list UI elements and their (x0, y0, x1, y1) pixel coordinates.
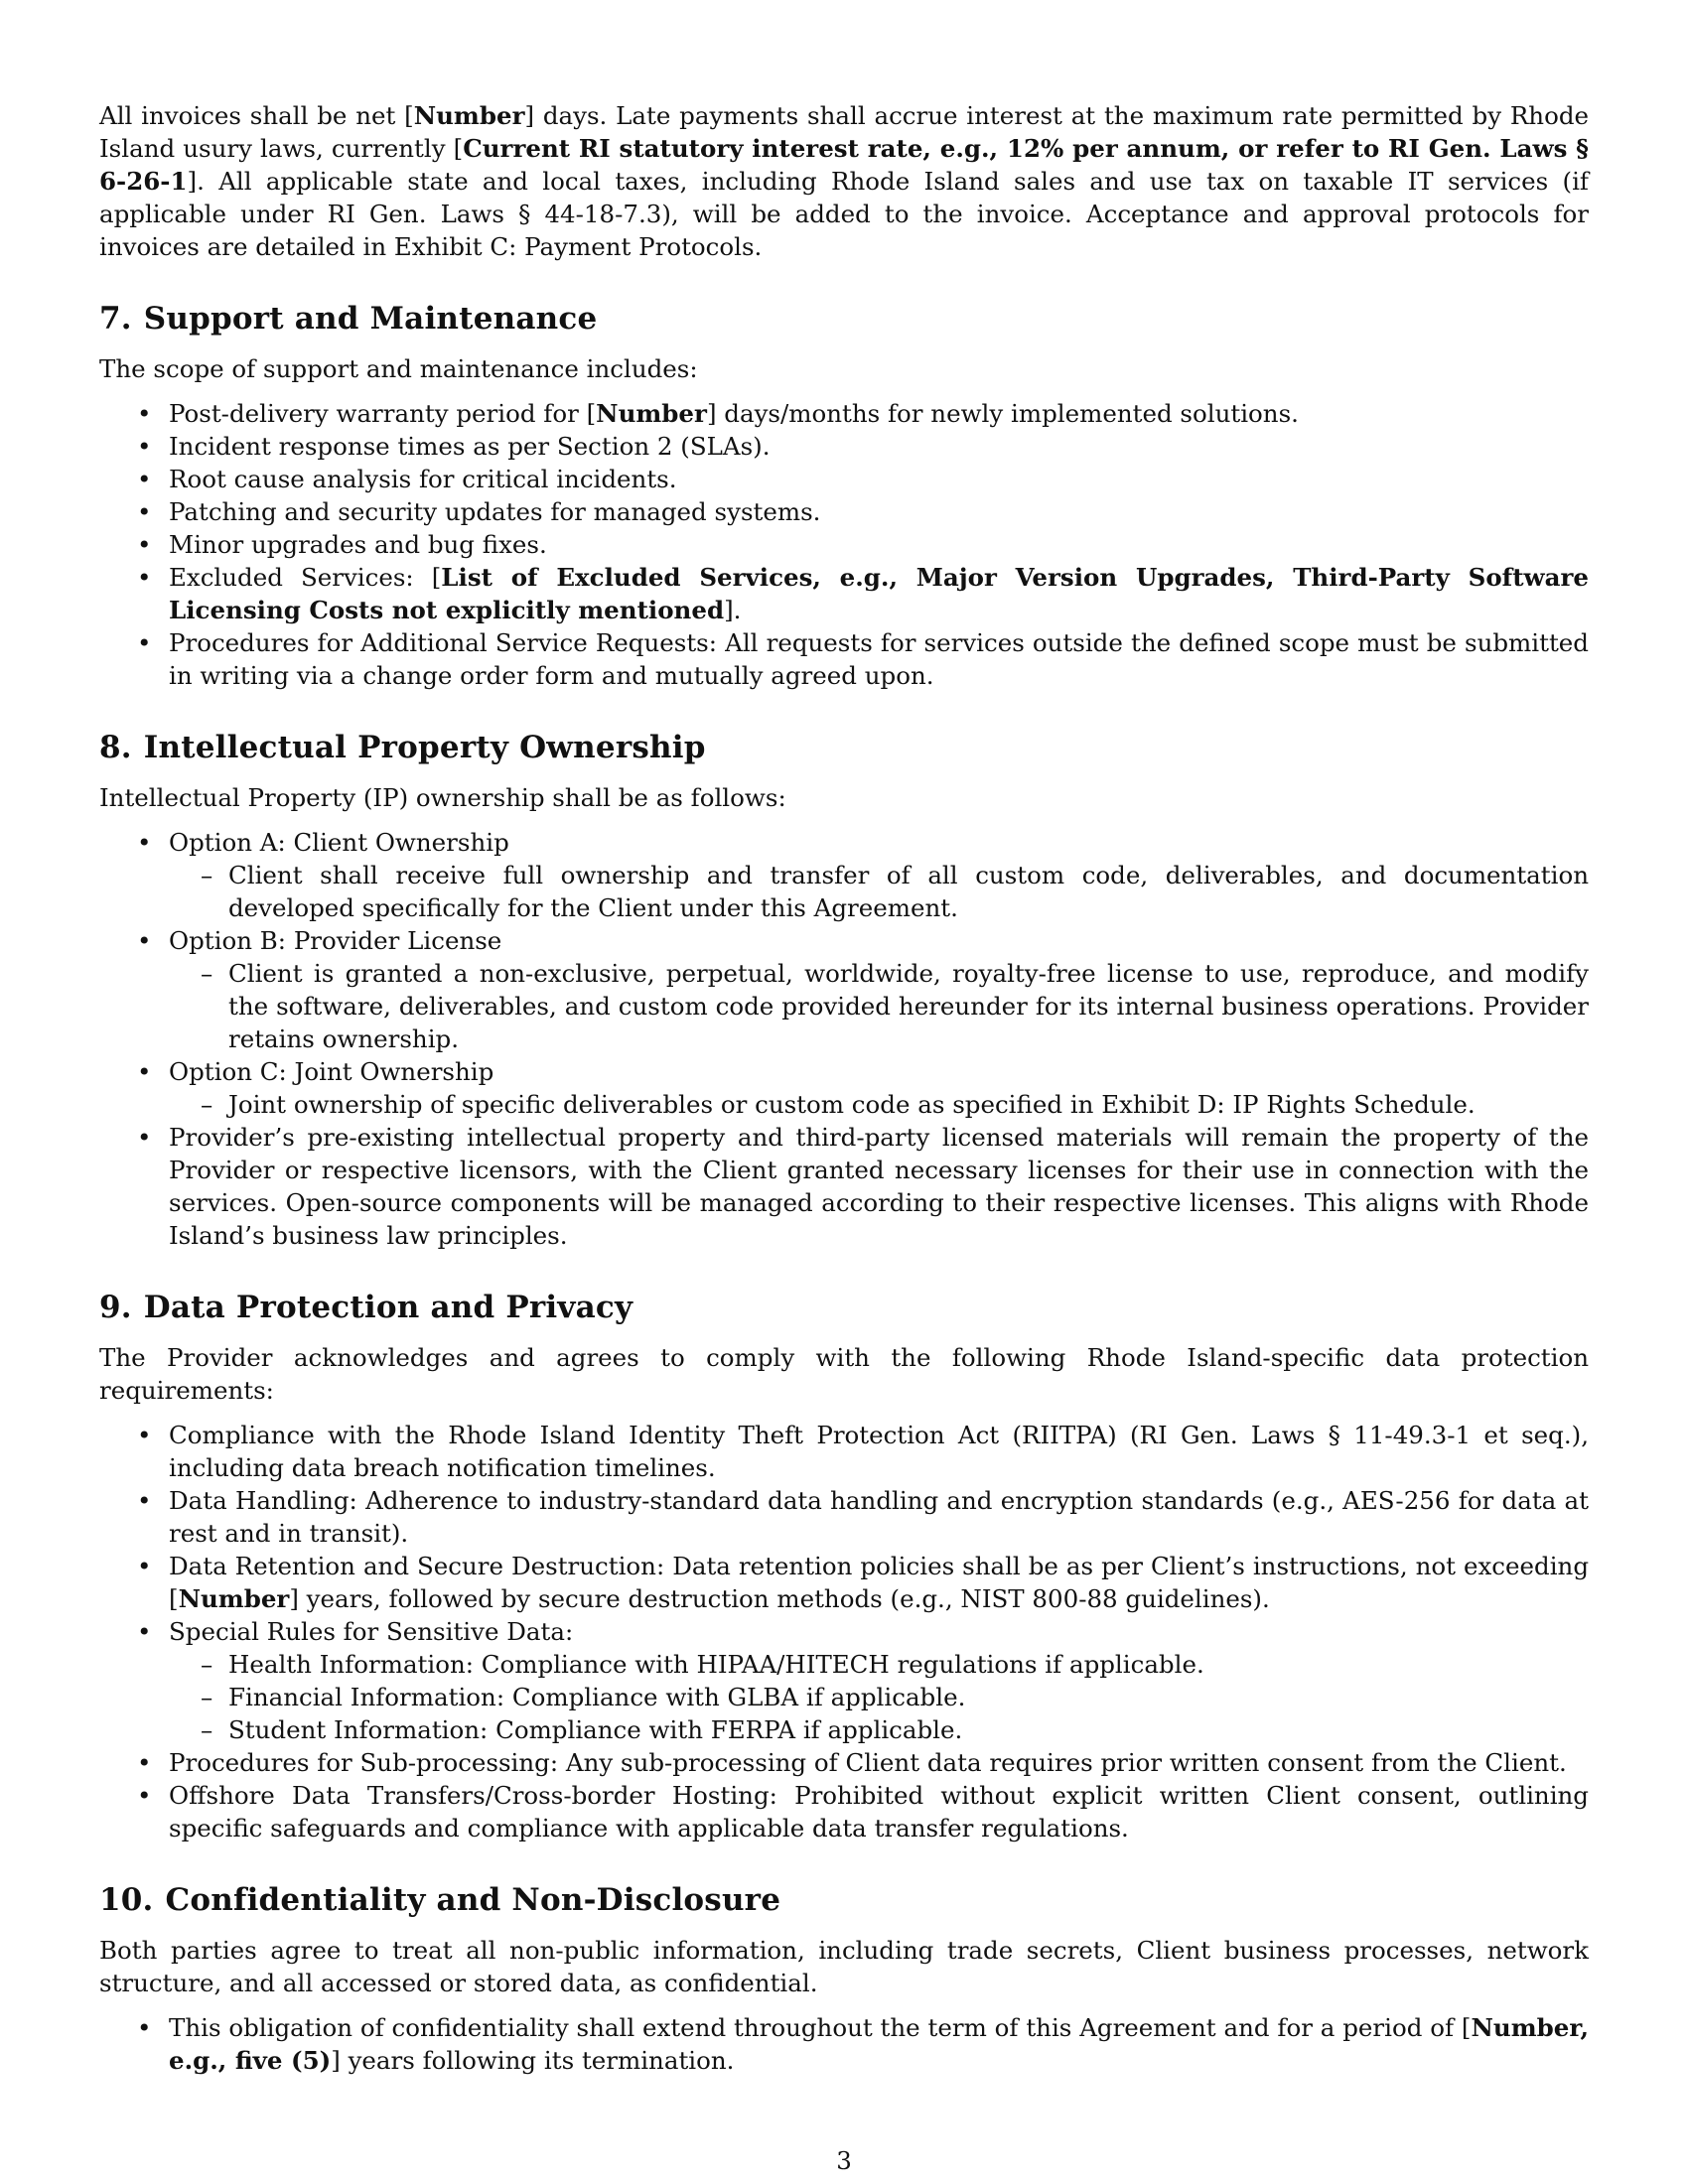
sub-list (169, 1648, 1589, 1746)
page-number: 3 (836, 2146, 852, 2175)
section-heading-data-protection: 9. Data Protection and Privacy (99, 1290, 633, 1325)
list-item: • Special Rules for Sensitive Data: – Health Information: Compliance with HIPAA/HITECH regulations if applicable. – Financial Information: Compliance with GLBA if applicable. – Student Information: Compliance with FERPA if applicable. (99, 1615, 1589, 1746)
list-item: • Option B: Provider License – Client is granted a non-exclusive, perpetual, worldwide, royalty-free license to use, reproduce, and modify the software, deliverables, and custom code provided hereunder for its internal business operations. Provider retains ownership. (99, 924, 1589, 1055)
list-item: • Incident response times as per Section 2 (SLAs). (99, 430, 1589, 463)
list-item: • Patching and security updates for managed systems. (99, 495, 1589, 528)
sub-list (169, 859, 1589, 924)
list-item: • Data Handling: Adherence to industry-standard data handling and encryption standards (e.g., AES-256 for data at rest and in transit). (99, 1484, 1589, 1550)
list-item: • Option A: Client Ownership – Client shall receive full ownership and transfer of all custom code, deliverables, and documentation developed specifically for the Client under this Agreement. (99, 826, 1589, 924)
list-item: • Provider’s pre-existing intellectual property and third-party licensed materials will remain the property of the Provider or respective licensors, with the Client granted necessary licenses for their use in connection with the services. Open-source components will be managed according to their respective licenses. This aligns with Rhode Island’s business law principles. (99, 1121, 1589, 1252)
sub-list-item: – Client is granted a non-exclusive, perpetual, worldwide, royalty-free license to use, reproduce, and modify the software, deliverables, and custom code provided hereunder for its internal business operations. Provider retains ownership. (169, 957, 1589, 1055)
section-lead-confidentiality: Both parties agree to treat all non-public information, including trade secrets, Client business processes, network structure, and all accessed or stored data, as confidential. (99, 1936, 1589, 1997)
list-item: • Minor upgrades and bug fixes. (99, 528, 1589, 561)
sub-list (169, 957, 1589, 1055)
invoice-terms-paragraph: All invoices shall be net [Number] days. Late payments shall accrue interest at the maximum rate permitted by Rhode Island usury laws, currently [Current RI statutory interest rate, e.g., 12% per annum, or refer to RI Gen. Laws § 6-26-1]. All applicable state and local taxes, including Rhode Island sales and use tax on taxable IT services (if applicable under RI Gen. Laws § 44-18-7.3), will be added to the invoice. Acceptance and approval protocols for invoices are detailed in Exhibit C: Payment Protocols. (99, 101, 1589, 261)
list-item: • Data Retention and Secure Destruction: Data retention policies shall be as per Client’s instructions, not exceeding [Number] years, followed by secure destruction methods (e.g., NIST 800-88 guidelines). (99, 1550, 1589, 1615)
list-item: • Root cause analysis for critical incidents. (99, 463, 1589, 495)
section-lead-ip: Intellectual Property (IP) ownership shall be as follows: (99, 783, 786, 812)
ip-list (99, 826, 1589, 1252)
section-heading-confidentiality: 10. Confidentiality and Non-Disclosure (99, 1882, 781, 1918)
section-heading-support: 7. Support and Maintenance (99, 301, 598, 337)
section-lead-support: The scope of support and maintenance includes: (99, 354, 698, 383)
sub-list-item: – Joint ownership of specific deliverables or custom code as specified in Exhibit D: IP Rights Schedule. (169, 1088, 1589, 1121)
section-heading-ip: 8. Intellectual Property Ownership (99, 730, 706, 765)
sub-list-item: – Health Information: Compliance with HIPAA/HITECH regulations if applicable. (169, 1648, 1589, 1681)
page-content (99, 99, 1589, 2077)
sub-list (169, 1088, 1589, 1121)
list-item: • This obligation of confidentiality shall extend throughout the term of this Agreement and for a period of [Number, e.g., five (5)] years following its termination. (99, 2011, 1589, 2077)
list-item: • Procedures for Sub-processing: Any sub-processing of Client data requires prior written consent from the Client. (99, 1746, 1589, 1779)
support-list (99, 397, 1589, 692)
list-item: • Procedures for Additional Service Requests: All requests for services outside the defined scope must be submitted in writing via a change order form and mutually agreed upon. (99, 626, 1589, 692)
list-item: • Post-delivery warranty period for [Number] days/months for newly implemented solutions. (99, 397, 1589, 430)
section-lead-data-protection: The Provider acknowledges and agrees to comply with the following Rhode Island-specific data protection requirements: (99, 1343, 1589, 1405)
list-item: • Offshore Data Transfers/Cross-border Hosting: Prohibited without explicit written Client consent, outlining specific safeguards and compliance with applicable data transfer regulations. (99, 1779, 1589, 1844)
confidentiality-list (99, 2011, 1589, 2077)
sub-list-item: – Client shall receive full ownership and transfer of all custom code, deliverables, and documentation developed specifically for the Client under this Agreement. (169, 859, 1589, 924)
list-item: • Excluded Services: [List of Excluded Services, e.g., Major Version Upgrades, Third-Party Software Licensing Costs not explicitly mentioned]. (99, 561, 1589, 626)
list-item: • Compliance with the Rhode Island Identity Theft Protection Act (RIITPA) (RI Gen. Laws § 11-49.3-1 et seq.), including data breach notification timelines. (99, 1419, 1589, 1484)
list-item: • Option C: Joint Ownership – Joint ownership of specific deliverables or custom code as specified in Exhibit D: IP Rights Schedule. (99, 1055, 1589, 1121)
data-protection-list (99, 1419, 1589, 1844)
sub-list-item: – Financial Information: Compliance with GLBA if applicable. (169, 1681, 1589, 1713)
sub-list-item: – Student Information: Compliance with FERPA if applicable. (169, 1713, 1589, 1746)
